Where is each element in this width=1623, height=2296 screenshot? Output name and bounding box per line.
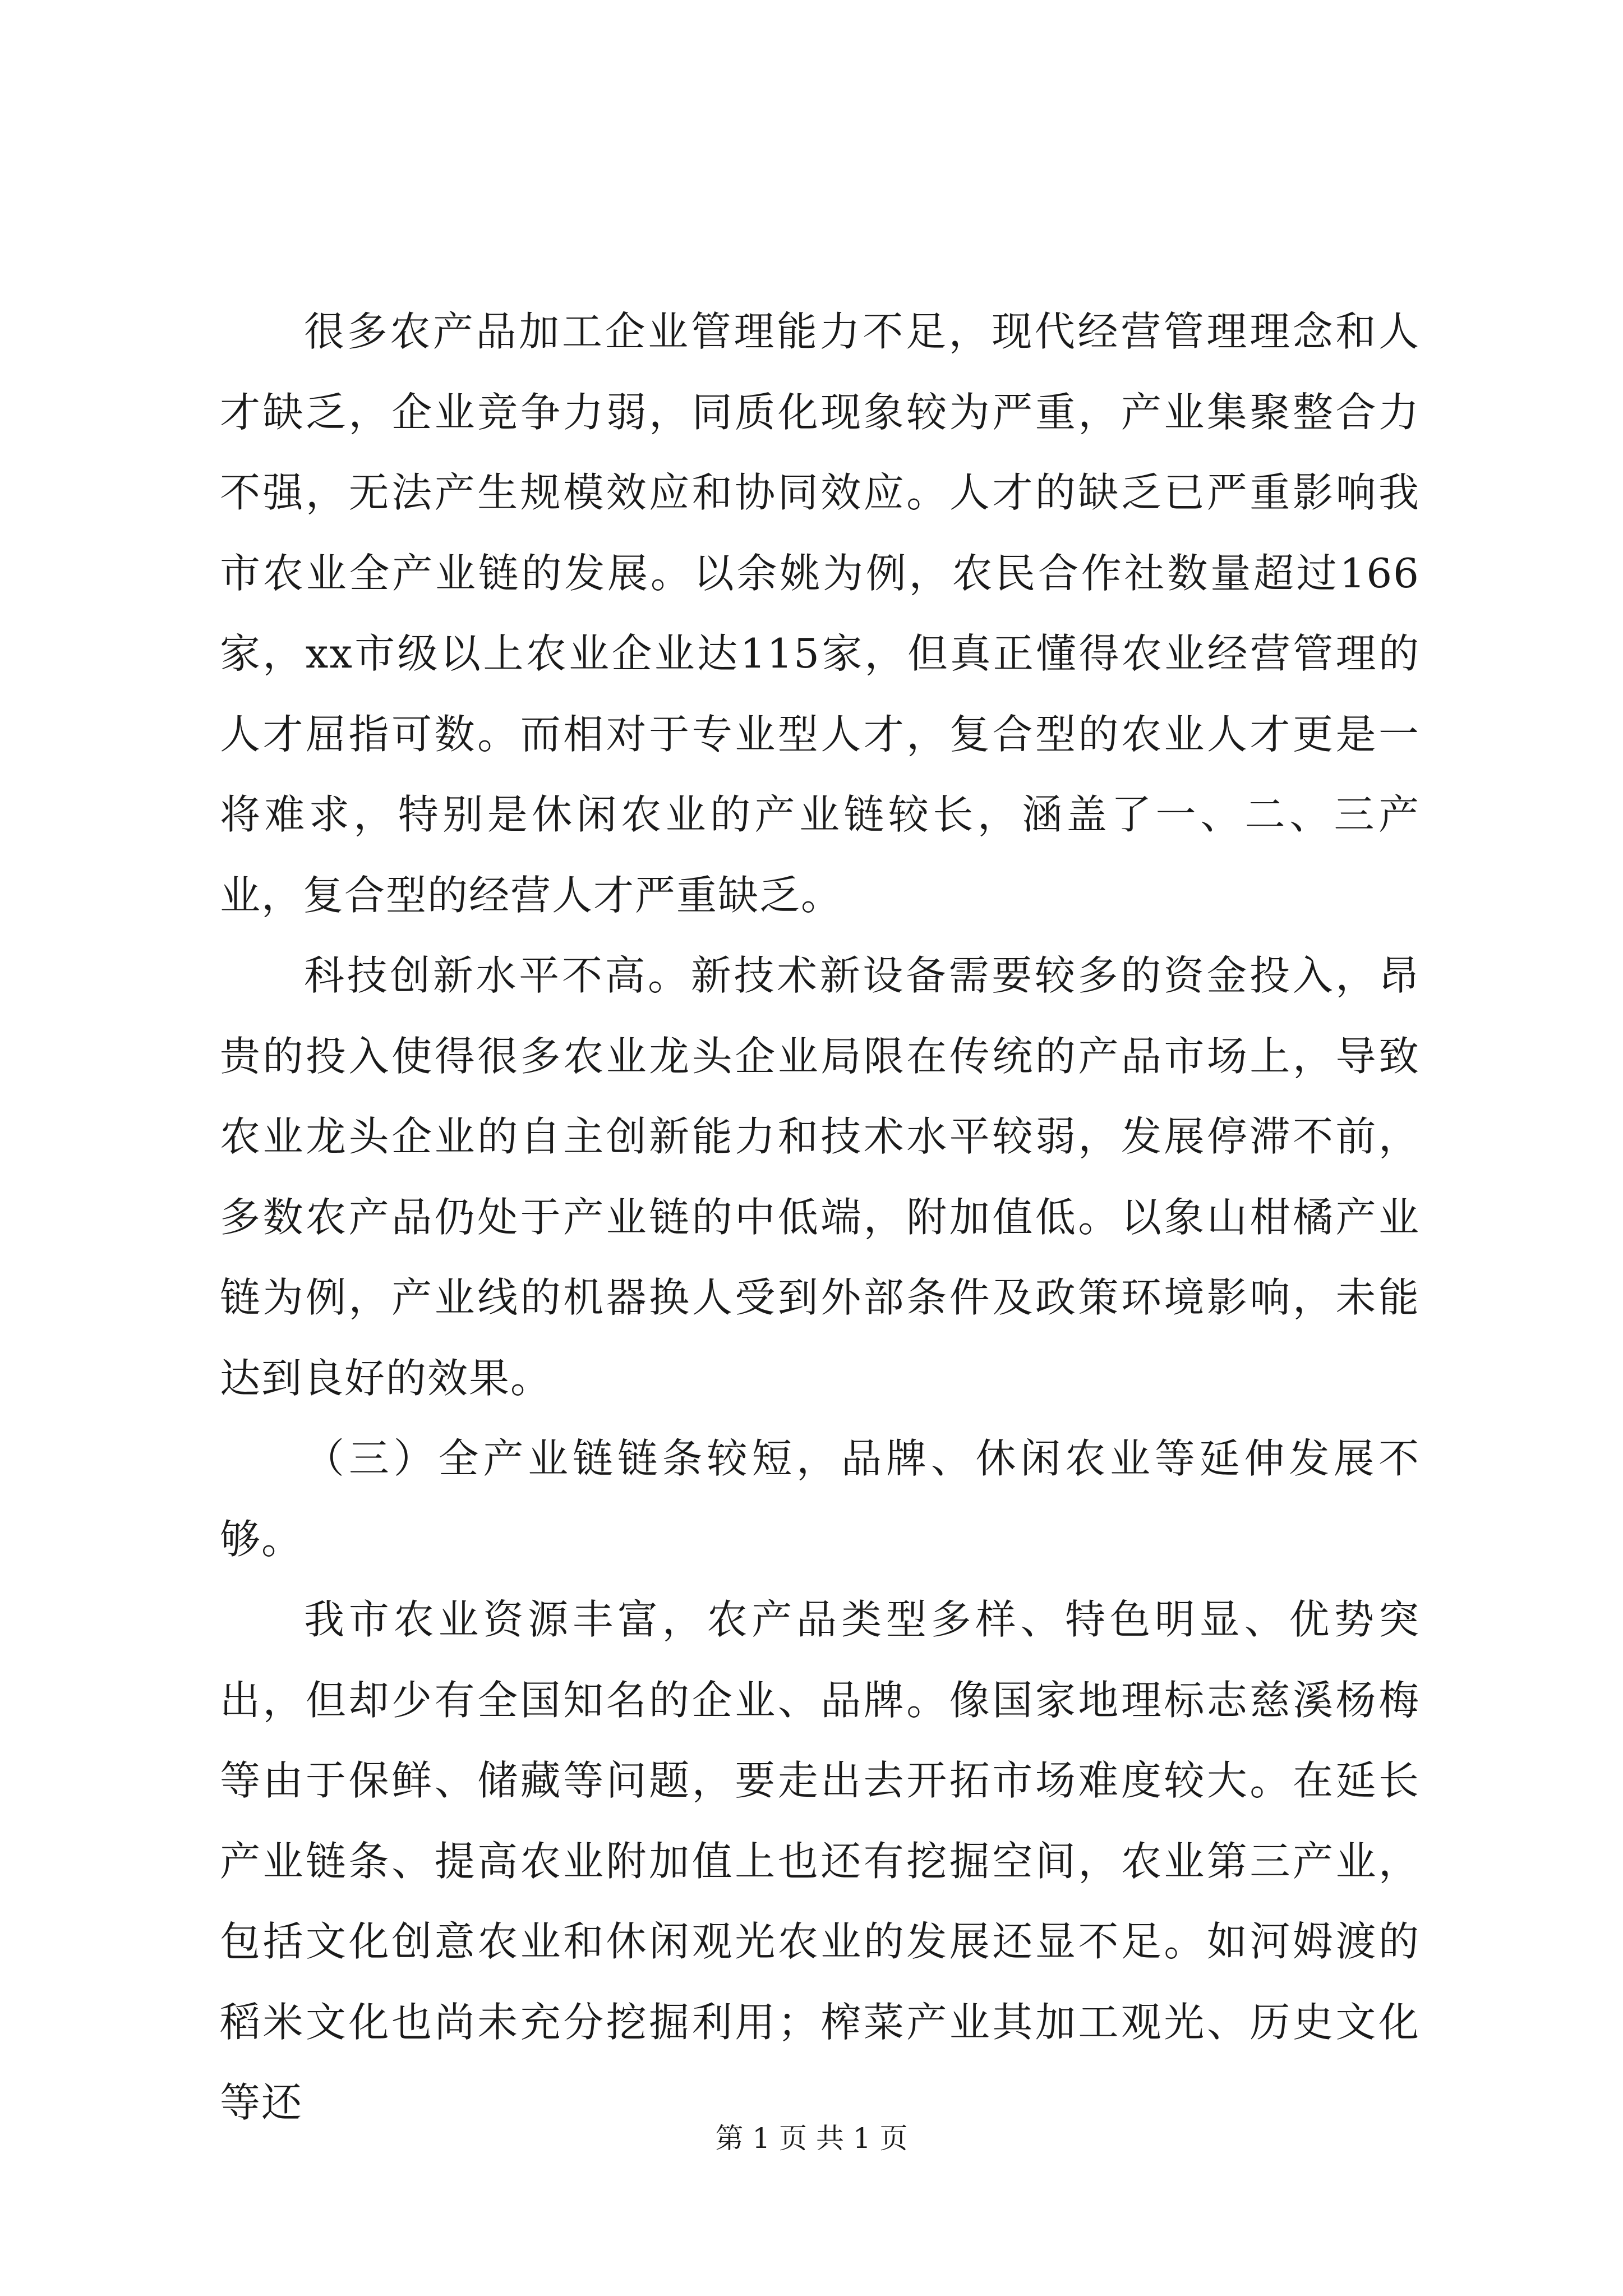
page-footer: 第 1 页 共 1 页 bbox=[715, 2122, 908, 2155]
paragraph-talent-shortage: 很多农产品加工企业管理能力不足，现代经营管理理念和人才缺乏，企业竞争力弱，同质化现象较为严重，产业集聚整合力不强，无法产生规模效应和协同效应。人才的缺乏已严重影响我市农业全产业链的发展。以余姚为例，农民合作社数量超过166家，xx市级以上农业企业达115家，但真正懂得农业经营管理的人才屈指可数。而相对于专业型人才，复合型的农业人才更是一将难求，特别是休闲农业的产业链较长，涵盖了一、二、三产业，复合型的经营人才严重缺乏。 bbox=[220, 308, 1420, 919]
document-body bbox=[220, 292, 1420, 2143]
paragraph-tech-innovation: 科技创新水平不高。新技术新设备需要较多的资金投入，昂贵的投入使得很多农业龙头企业局限在传统的产品市场上，导致农业龙头企业的自主创新能力和技术水平较弱，发展停滞不前，多数农产品仍处于产业链的中低端，附加值低。以象山柑橘产业链为例，产业线的机器换人受到外部条件及政策环境影响，未能达到良好的效果。 bbox=[220, 952, 1420, 1402]
paragraph-brand-leisure: 我市农业资源丰富，农产品类型多样、特色明显、优势突出，但却少有全国知名的企业、品牌。像国家地理标志慈溪杨梅等由于保鲜、储藏等问题，要走出去开拓市场难度较大。在延长产业链条、提高农业附加值上也还有挖掘空间，农业第三产业，包括文化创意农业和休闲观光农业的发展还显不足。如河姆渡的稻米文化也尚未充分挖掘利用；榨菜产业其加工观光、历史文化等还 bbox=[220, 1596, 1420, 2126]
section-heading-3: （三）全产业链链条较短，品牌、休闲农业等延伸发展不够。 bbox=[220, 1435, 1420, 1563]
